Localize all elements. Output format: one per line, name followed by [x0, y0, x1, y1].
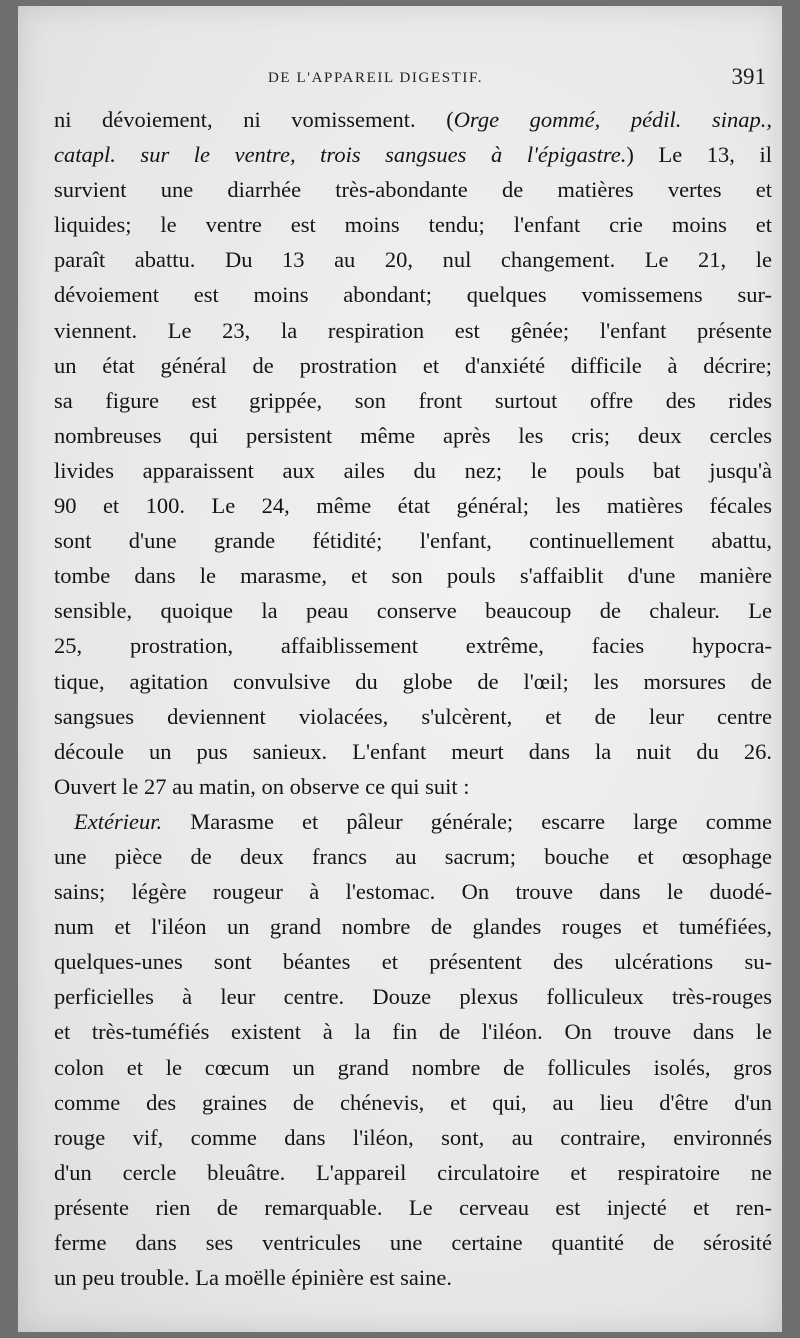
text-segment: num et l'iléon un grand nombre de glandes rouges et tuméfiées,	[54, 914, 772, 940]
text-segment: dévoiement est moins abondant; quelques vomissemens sur-	[54, 282, 772, 308]
text-line	[54, 1260, 772, 1295]
text-line	[54, 1155, 772, 1190]
text-line	[54, 664, 772, 699]
text-segment: 90 et 100. Le 24, même état général; les matières fécales	[54, 493, 772, 519]
text-segment: découle un pus sanieux. L'enfant meurt dans la nuit du 26.	[54, 738, 772, 764]
text-line	[54, 699, 772, 734]
text-line	[54, 909, 772, 944]
text-line	[54, 979, 772, 1014]
text-line	[54, 874, 772, 909]
text-line	[54, 418, 772, 453]
text-segment: viennent. Le 23, la respiration est gênée; l'enfant présente	[54, 317, 772, 343]
text-line	[54, 1225, 772, 1260]
text-line	[54, 313, 772, 348]
text-segment: sangsues deviennent violacées, s'ulcèrent, et de leur centre	[54, 703, 772, 729]
text-segment: présente rien de remarquable. Le cerveau est injecté et ren-	[54, 1194, 772, 1220]
text-segment: Marasme et pâleur générale; escarre large comme	[162, 808, 772, 834]
text-line	[54, 804, 772, 839]
text-line	[54, 242, 772, 277]
text-line	[54, 488, 772, 523]
text-line	[54, 628, 772, 663]
text-line	[54, 1050, 772, 1085]
text-line	[54, 348, 772, 383]
text-line	[54, 1190, 772, 1225]
text-segment: sains; légère rougeur à l'estomac. On trouve dans le duodé-	[54, 879, 772, 905]
text-segment: un état général de prostration et d'anxiété difficile à décrire;	[54, 352, 772, 378]
text-segment: perficielles à leur centre. Douze plexus folliculeux très-rouges	[54, 984, 772, 1010]
text-segment: d'un cercle bleuâtre. L'appareil circulatoire et respiratoire ne	[54, 1159, 772, 1185]
text-line	[54, 277, 772, 312]
italic-segment: catapl. sur le ventre, trois sangsues à l'épigastre.	[54, 142, 627, 168]
text-segment: nombreuses qui persistent même après les cris; deux cercles	[54, 422, 772, 448]
text-line	[54, 1085, 772, 1120]
text-line	[54, 207, 772, 242]
text-line	[54, 769, 772, 804]
text-line	[54, 839, 772, 874]
running-head: DE L'APPAREIL DIGESTIF.	[268, 70, 484, 86]
text-segment: et très-tuméfiés existent à la fin de l'iléon. On trouve dans le	[54, 1019, 772, 1045]
text-line	[54, 453, 772, 488]
text-segment: survient une diarrhée très-abondante de matières vertes et	[54, 177, 772, 203]
text-line	[54, 1120, 772, 1155]
text-segment: paraît abattu. Du 13 au 20, nul changement. Le 21, le	[54, 247, 772, 273]
text-segment: ferme dans ses ventricules une certaine quantité de sérosité	[54, 1230, 772, 1255]
text-segment: une pièce de deux francs au sacrum; bouche et œsophage	[54, 843, 772, 869]
text-line	[54, 523, 772, 558]
text-segment: tombe dans le marasme, et son pouls s'affaiblit d'une manière	[54, 563, 772, 589]
text-segment: ni dévoiement, ni vomissement. (	[54, 107, 454, 132]
text-line	[54, 172, 772, 207]
text-line	[54, 593, 772, 628]
text-segment: sensible, quoique la peau conserve beaucoup de chaleur. Le	[54, 598, 772, 624]
text-line	[54, 102, 772, 137]
body-text	[54, 102, 772, 1295]
text-segment: tique, agitation convulsive du globe de l'œil; les morsures de	[54, 668, 772, 694]
text-segment: un peu trouble. La moëlle épinière est saine.	[54, 1265, 452, 1291]
text-segment: colon et le cœcum un grand nombre de follicules isolés, gros	[54, 1054, 772, 1080]
text-line	[54, 137, 772, 172]
text-line	[54, 944, 772, 979]
text-segment: ) Le 13, il	[626, 142, 772, 168]
text-segment: liquides; le ventre est moins tendu; l'enfant crie moins et	[54, 212, 772, 238]
text-segment: quelques-unes sont béantes et présentent des ulcérations su-	[54, 949, 772, 975]
text-segment: sont d'une grande fétidité; l'enfant, continuellement abattu,	[54, 528, 772, 554]
text-segment: livides apparaissent aux ailes du nez; le pouls bat jusqu'à	[54, 457, 772, 483]
page-number: 391	[731, 64, 766, 89]
text-segment: sa figure est grippée, son front surtout offre des rides	[54, 387, 772, 413]
text-line	[54, 734, 772, 769]
italic-segment: Orge gommé, pédil. sinap.,	[453, 107, 772, 132]
text-segment: comme des graines de chénevis, et qui, au lieu d'être d'un	[54, 1089, 772, 1115]
text-line	[54, 383, 772, 418]
text-segment: rouge vif, comme dans l'iléon, sont, au contraire, environnés	[54, 1124, 772, 1150]
book-page	[18, 6, 782, 1332]
text-line	[54, 1014, 772, 1049]
text-segment: Ouvert le 27 au matin, on observe ce qui suit :	[54, 773, 470, 799]
text-segment: 25, prostration, affaiblissement extrême, facies hypocra-	[54, 633, 772, 659]
italic-segment: Extérieur.	[74, 808, 163, 834]
text-line	[54, 558, 772, 593]
